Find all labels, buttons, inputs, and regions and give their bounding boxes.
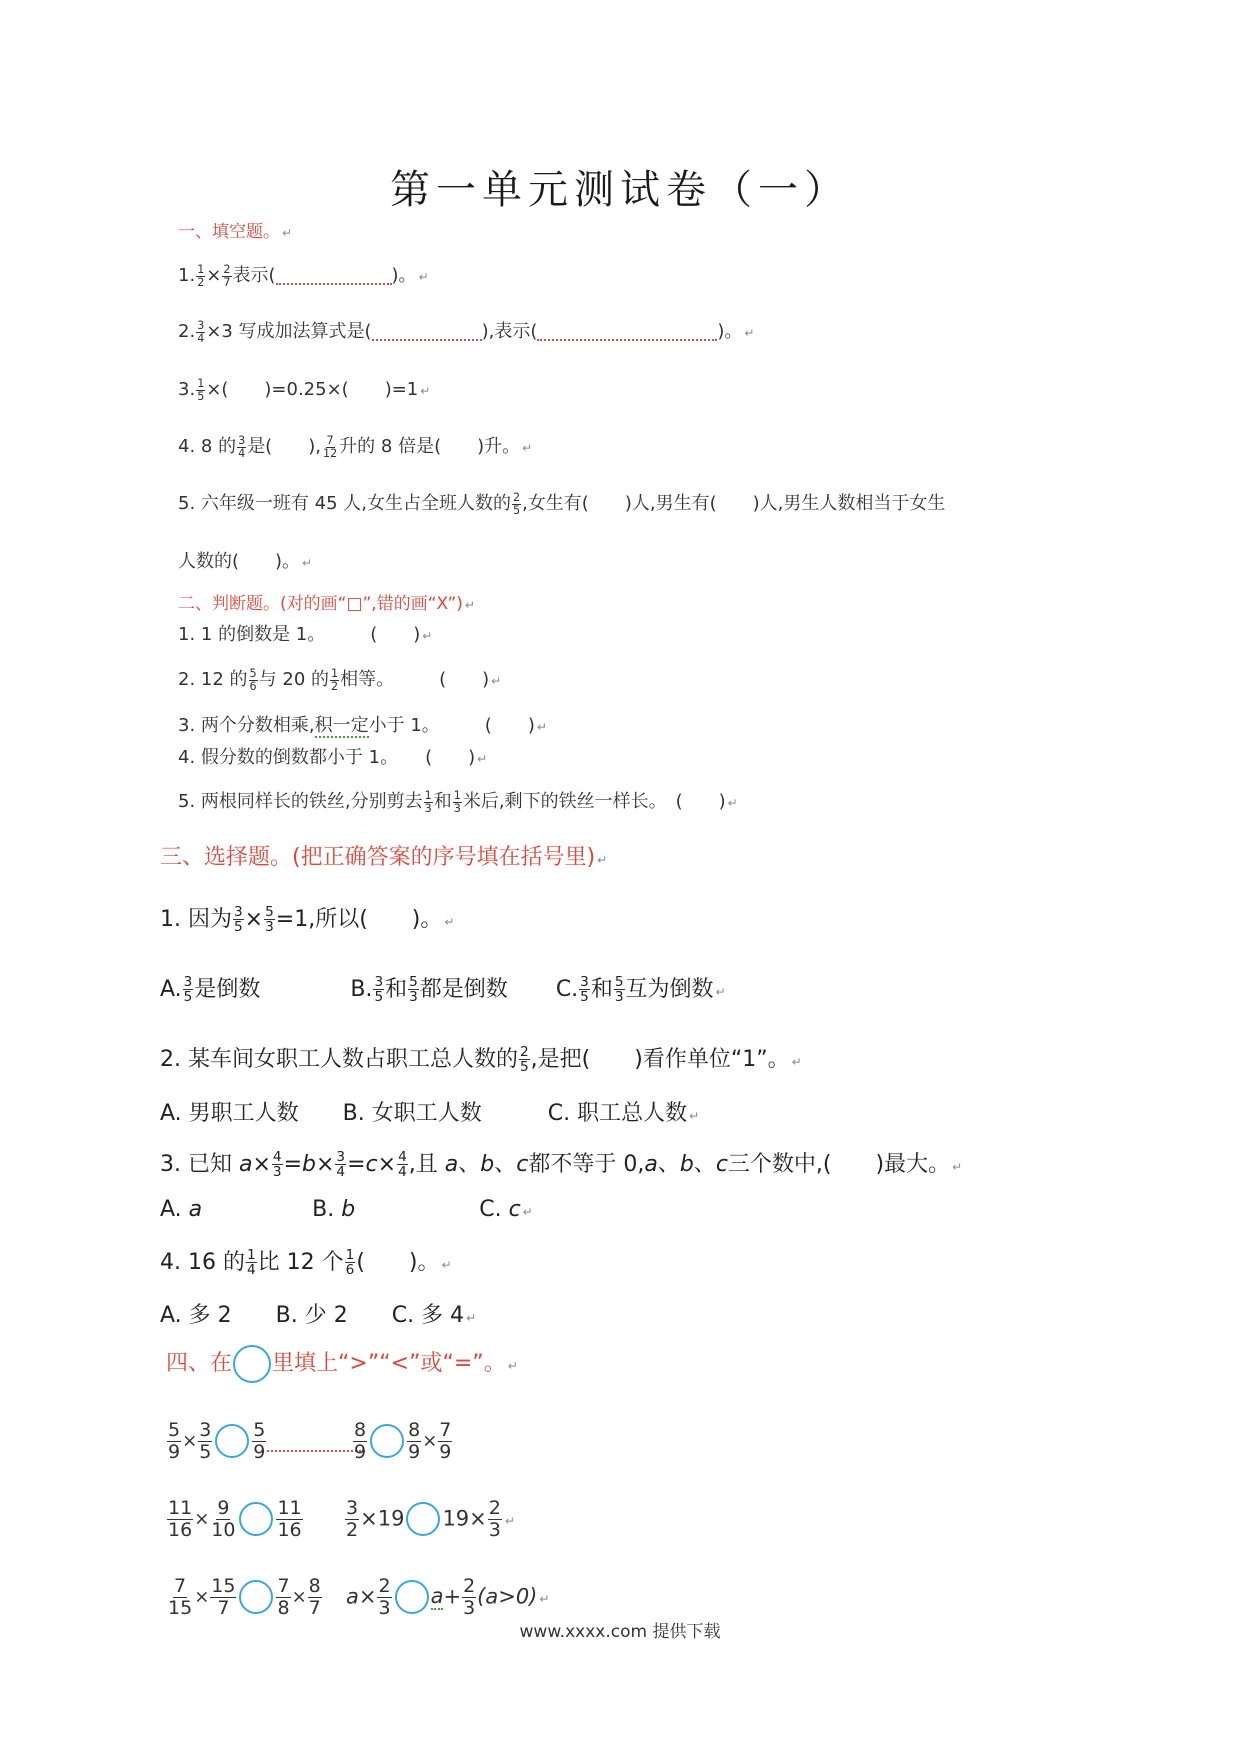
fill-question-1: 1. $\frac{1}{2}$ × $\frac{2}{7}$ 表示( )。 ↵ [178,263,429,289]
fill-question-5: 5. 六年级一班有 45 人,女生占全班人数的 $\frac{2}{5}$ ,女生有( )人,男生有( )人,男生人数相当于女生 [178,491,946,517]
compare-row-1-left: $\frac{5}{9}$ × $\frac{3}{5}$ $\frac{5}{9}$ [166,1420,365,1463]
choice-question-1-options: A. $\frac{3}{5}$ 是倒数 B. $\frac{3}{5}$ 和 $\frac{5}{3}$ 都是倒数 C. $\frac{3}{5}$ 和 $\frac{5}{3}$ 互为倒数 ↵ [160,974,726,1006]
answer-circle[interactable] [239,1580,273,1614]
choice-question-1: 1. 因为 $\frac{3}{5}$ × $\frac{5}{3}$ =1,所以( )。 ↵ [160,904,455,936]
choice-question-4: 4. 16 的 $\frac{1}{4}$ 比 12 个 $\frac{1}{6}$ ( )。 ↵ [160,1247,452,1279]
fill-question-3: 3. $\frac{1}{5}$ ×( )=0.25×( )=1 ↵ [178,377,431,403]
answer-circle[interactable] [370,1424,404,1458]
judge-question-2: 2. 12 的 $\frac{5}{6}$ 与 20 的 $\frac{1}{2}$ 相等。 ( ) ↵ [178,667,502,693]
choice-question-3: 3. 已知 a× $\frac{4}{3}$ =b× $\frac{3}{4}$ =c× $\frac{4}{4}$ ,且 a、b、c都不等于 0,a、b、c三个数中,( )最大。 ↵ [160,1149,963,1181]
section-choice-heading: 三、选择题。(把正确答案的序号填在括号里) ↵ [160,845,608,870]
section-fill-heading: 一、填空题。 ↵ [178,222,293,242]
judge-question-5: 5. 两根同样长的铁丝,分别剪去 $\frac{1}{3}$ 和 $\frac{1}{3}$ 米后,剩下的铁丝一样长。 ( ) ↵ [178,789,738,815]
section-compare-heading: 四、在 里填上“>”“<”或“=”。 ↵ [166,1345,518,1383]
section-judge-heading: 二、判断题。(对的画“□”,错的画“X”) ↵ [178,594,475,614]
answer-circle[interactable] [406,1502,440,1536]
choice-question-2: 2. 某车间女职工人数占职工总人数的 $\frac{2}{5}$ ,是把( )看作单位“1”。 ↵ [160,1044,802,1076]
answer-circle[interactable] [215,1424,249,1458]
compare-row-2-left: $\frac{11}{16}$ × $\frac{9}{10}$ $\frac{11}{16}$ [168,1497,302,1541]
answer-circle[interactable] [395,1580,429,1614]
choice-question-2-options: A. 男职工人数 B. 女职工人数 C. 职工总人数 ↵ [160,1101,700,1126]
judge-question-1: 1. 1 的倒数是 1。 ( ) ↵ [178,624,433,645]
fill-question-4: 4. 8 的 $\frac{3}{4}$ 是( ), $\frac{7}{12}$ 升的 8 倍是( )升。 ↵ [178,434,533,460]
compare-row-3-right: a× $\frac{2}{3}$ a+ $\frac{2}{3}$ (a>0) ↵ [346,1575,550,1619]
page-footer: www.xxxx.com 提供下载 [519,1622,721,1642]
compare-row-1-right: $\frac{8}{9}$ $\frac{8}{9}$ × $\frac{7}{9}$ [354,1419,452,1463]
answer-circle[interactable] [239,1502,273,1536]
choice-question-3-options: A. a B. b C. c ↵ [160,1197,533,1222]
fill-question-2: 2. $\frac{3}{4}$ ×3 写成加法算式是( ),表示( )。 ↵ [178,319,755,345]
page-title: 第一单元测试卷（一） [390,167,850,213]
fill-question-5-continued: 人数的( )。 ↵ [178,551,313,572]
choice-question-4-options: A. 多 2 B. 少 2 C. 多 4 ↵ [160,1303,477,1328]
compare-row-2-right: $\frac{3}{2}$ ×19 19× $\frac{2}{3}$ ↵ [346,1497,515,1541]
compare-row-3-left: $\frac{7}{15}$ × $\frac{15}{7}$ $\frac{7}{8}$ × $\frac{8}{7}$ [168,1575,321,1619]
judge-question-4: 4. 假分数的倒数都小于 1。 ( ) ↵ [178,747,488,768]
compare-circle-icon [233,1345,271,1383]
judge-question-3: 3. 两个分数相乘,积一定小于 1。 ( ) ↵ [178,715,547,736]
